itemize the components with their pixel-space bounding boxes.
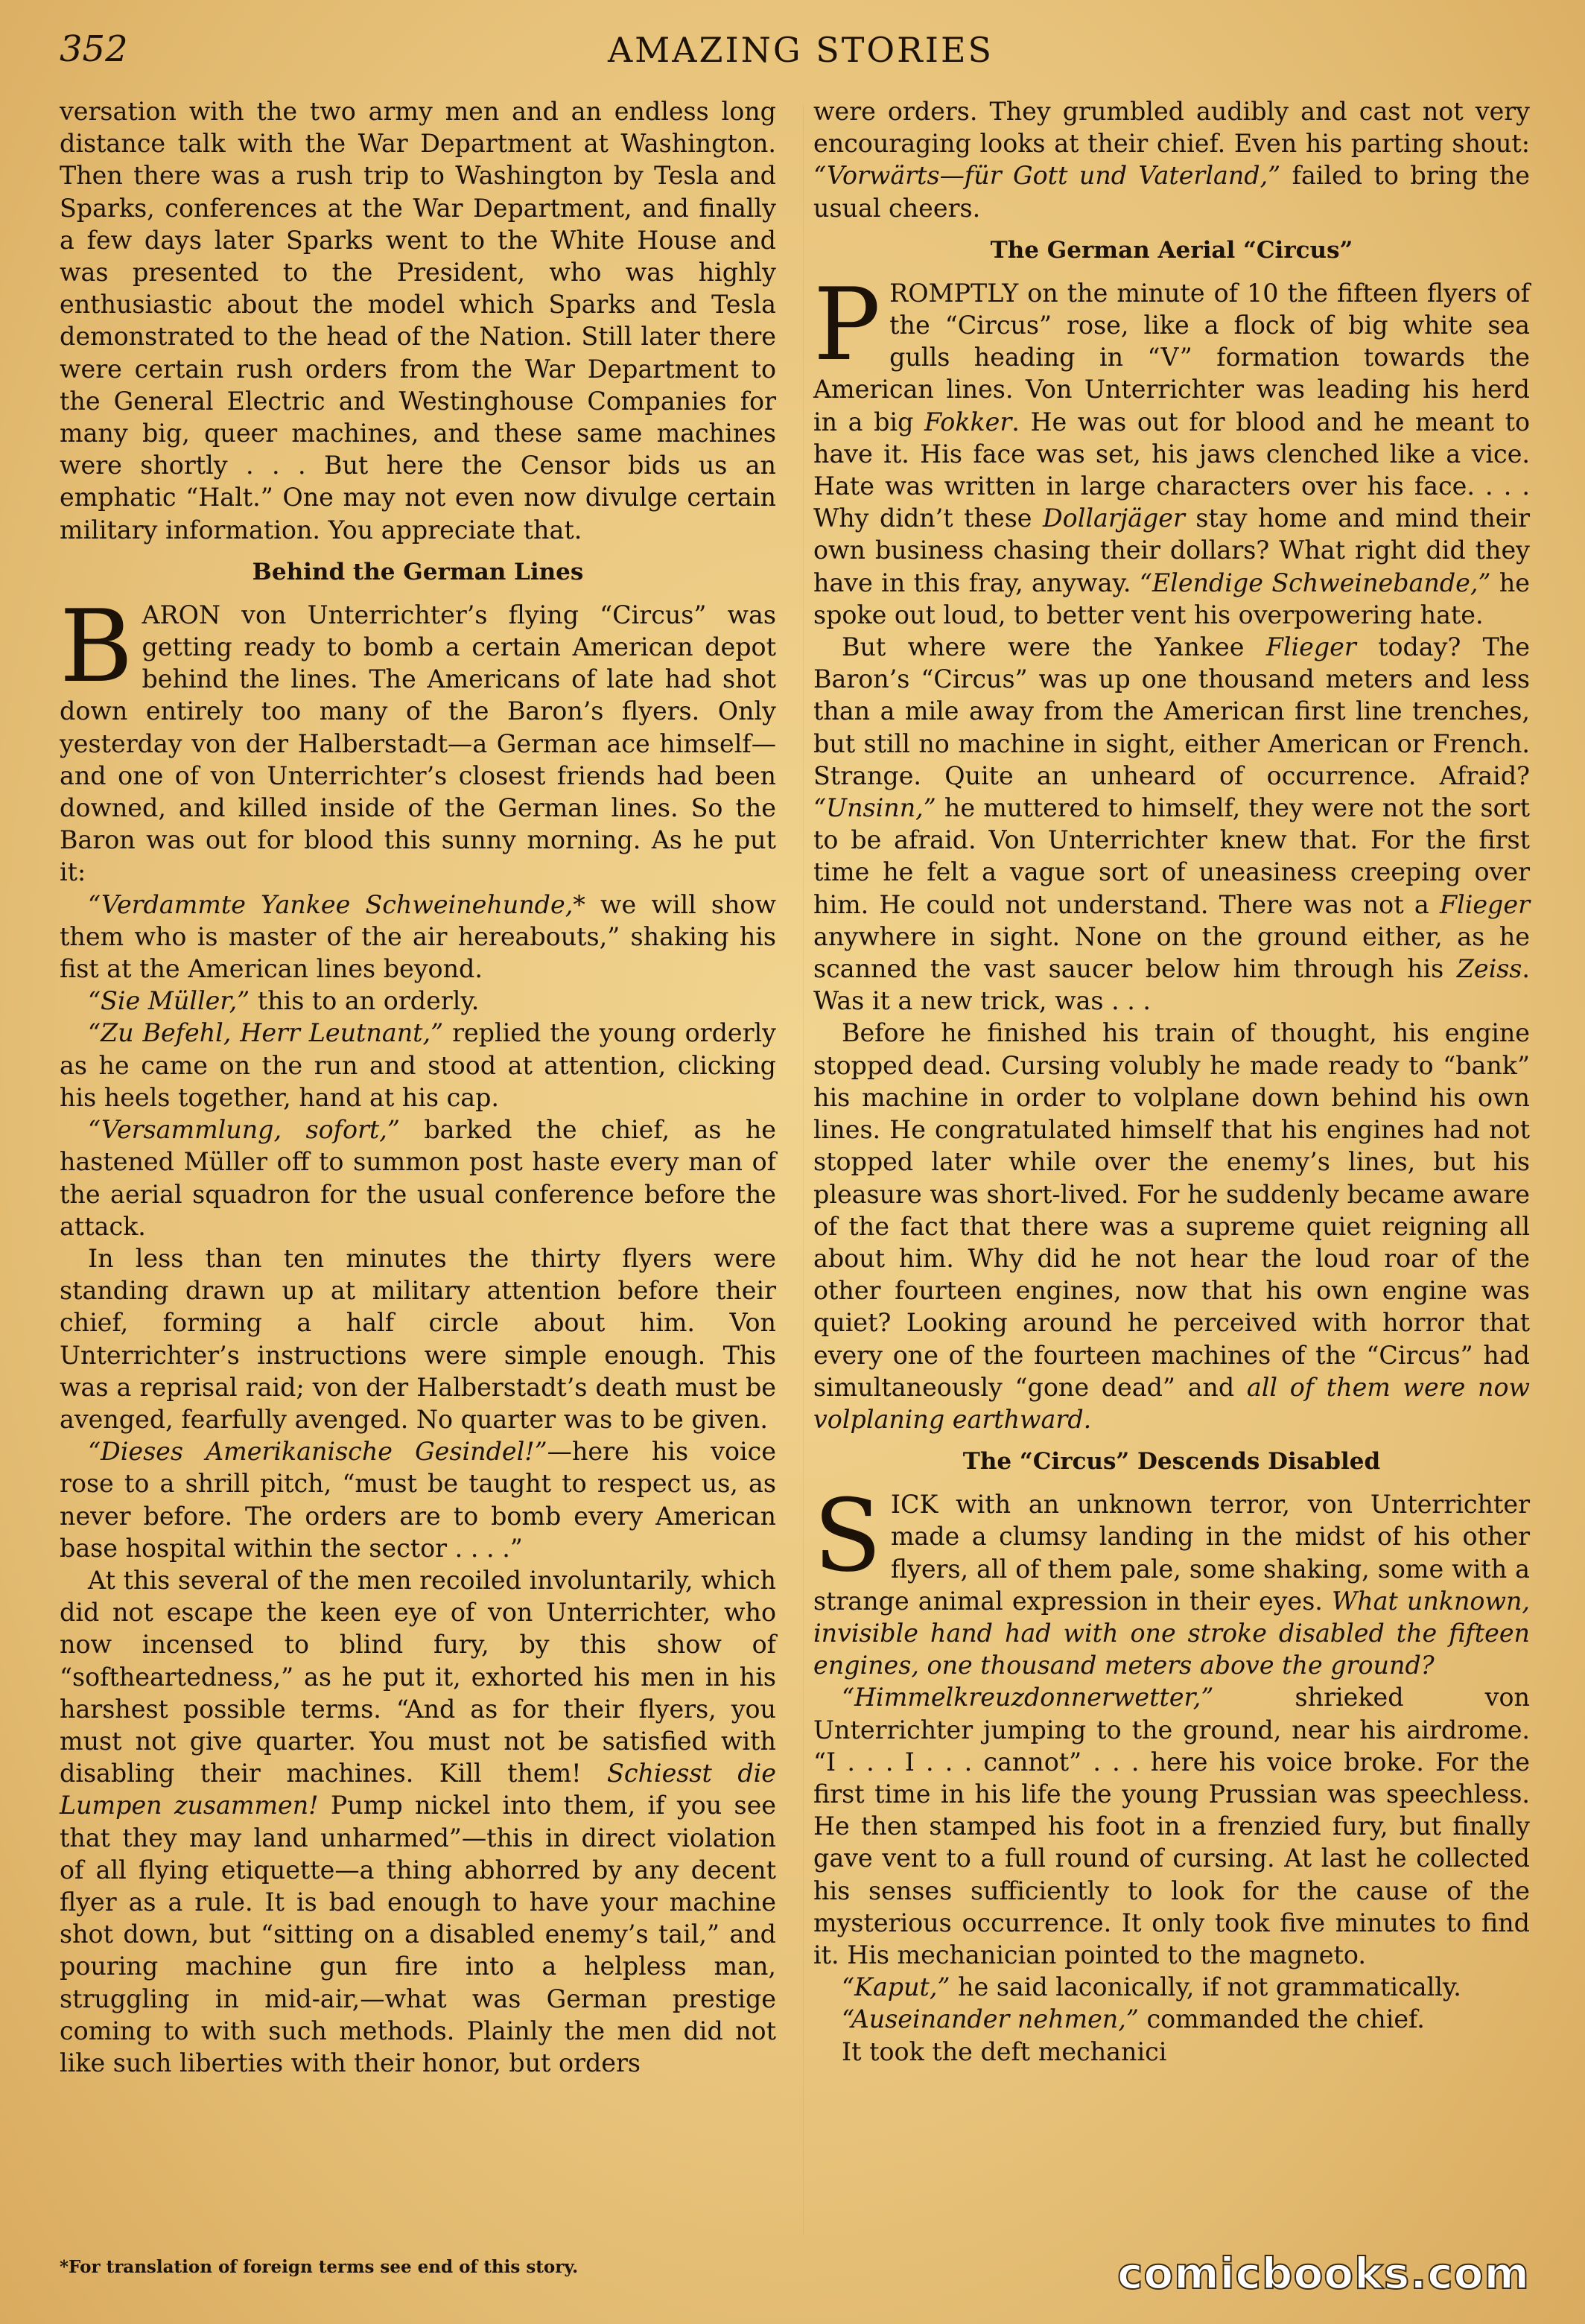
subheading-behind-german-lines: Behind the German Lines [252,558,584,585]
foreign-phrase: “Verdammte Yankee Schweinehunde,* [88,889,585,919]
footnote: *For translation of foreign terms see end of this story. [60,2257,579,2277]
paragraph-kaput [813,1971,1530,2003]
page-header [60,28,1542,80]
paragraph-thirty-flyers: In less than ten minutes the thirty flyers were standing drawn up at military attention before their chief, forming a half circle about him. Von Unterrichter’s instructions were simple enough. This was a reprisal raid; von der Halberstadt’s death must be avenged, fearfully avenged. No quarter was to be given. [60,1243,776,1434]
foreign-phrase: “Sie Müller,” [88,986,250,1016]
watermark-logo: comicbooks.com [1117,2248,1530,2299]
column-gutter [803,104,804,2235]
paragraph-verdammte [60,889,776,985]
foreign-phrase: “Dieses Amerikanische Gesindel!” [88,1437,547,1467]
paragraph-continuation: versation with the two army men and an endless long distance talk with the War Department at Washington. Then there was a rush trip to Washington by Tesla and Sparks, conferences at the War Department, and finally a few days later Sparks went to the White House and was presented to the President, who was highly enthusiastic about the model which Sparks and Tesla demonstrated to the head of the Nation. Still later there were certain rush orders from the War Department to the General Electric and Westinghouse Companies for many big, queer machines, and these same machines were shortly . . . But here the Censor bids us an emphatic “Halt.” One may not even now divulge certain military information. You appreciate that. [60,97,776,545]
right-column [813,95,1530,2068]
foreign-word: Dollarjäger [1042,504,1185,533]
paragraph-text: this to an orderly. [250,986,480,1016]
paragraph-text: stay home and mind their own business chasing their dollars? What right did they have in this fray, anyway. [813,504,1530,597]
magazine-title: AMAZING STORIES [607,30,994,70]
foreign-phrase: “Versammlung, sofort,” [88,1115,400,1145]
paragraph-recoil [60,1564,776,2079]
paragraph-final-line: It took the deft mechanici [842,2036,1167,2066]
paragraph-dieses [60,1435,776,1564]
emphasis-phrase: all of them were now volplaning earthward. [813,1372,1531,1434]
paragraph-text: we will show them who is master of the air hereabouts,” shaking his fist at the American lines beyond. [60,889,776,984]
paragraph-text: ROMPTLY on the minute of 10 the fifteen flyers of the “Circus” rose, like a flock of big white sea gulls heading in “V” formation towards the American lines. Von Unterrichter was leading his herd in a big [813,278,1530,436]
paragraph-text: ICK with an unknown terror, von Unterrichter made a clumsy landing in the midst of his other flyers, all of them pale, some shaking, some with a strange animal expression in their eyes. [813,1490,1530,1616]
foreign-word: Zeiss [1456,954,1522,984]
paragraph-text: he said laconically, if not grammatically. [950,1972,1461,2002]
paragraph-text: he spoke out loud, to better vent his overpowering hate. [813,568,1531,629]
paragraph-text: Pump nickel into them, if you see that they may land unharmed”—this in direct violation of all flying etiquette—a thing abhorred by any decent flyer as a rule. It is bad enough to have your machine shot down, but “sitting on a disabled enemy’s tail,” and pouring machine gun fire into a helpless man, struggling in mid-air,—what was German prestige coming to with such methods. Plainly the men did not like such liberties with their honor, but orders [60,1791,776,2077]
subheading-german-aerial-circus: The German Aerial “Circus” [990,236,1353,264]
paragraph-orders [813,95,1530,224]
drop-cap: S [813,1478,882,1595]
left-column [60,95,776,2079]
paragraph-text: ARON von Unterrichter’s flying “Circus” was getting ready to bomb a certain American depot behind the lines. The Americans of late had shot down entirely too many of the Baron’s flyers. Only yesterday von der Halberstadt—a German ace himself—and one of von Unterrichter’s closest friends had been downed, and killed inside of the German lines. So the Baron was out for blood this sunny morning. As he put it: [60,600,776,887]
drop-cap: B [60,588,133,705]
paragraph-versammlung [60,1114,776,1242]
paragraph-baron [60,588,776,889]
foreign-phrase: “Elendige Schweinebande,” [1139,568,1491,597]
paragraph-text: today? The Baron’s “Circus” was up one thousand meters and less than a mile away from the American first line trenches, but still no machine in sight, either American or French. Strange. Quite an unheard of occurrence. Afraid? [813,632,1530,790]
page-number: 352 [60,28,128,70]
paragraph-text: commanded the chief. [1138,2004,1425,2034]
paragraph-text: barked the chief, as he hastened Müller off to summon post haste every man of the aerial squadron for the usual conference before the attack. [60,1115,776,1241]
paragraph-sick [813,1478,1530,1681]
foreign-phrase: “Himmelkreuzdonnerwetter,” [842,1683,1214,1712]
paragraph-text: . He was out for blood and he meant to have it. His face was set, his jaws clenched like a vice. Hate was written in large characters over his face. . . . Why didn’t these [813,407,1530,533]
foreign-phrase: “Zu Befehl, Herr Leutnant,” [88,1018,444,1048]
subheading-circus-descends: The “Circus” Descends Disabled [962,1448,1381,1476]
foreign-phrase: Schiesst die Lumpen zusammen! [60,1759,776,1820]
drop-cap: P [813,266,881,383]
paragraph-text: —here his voice rose to a shrill pitch, “must be taught to respect us, as never before. The orders are to bomb every American base hospital within the sector . . . .” [60,1437,777,1563]
paragraph-text: But where were the Yankee [842,632,1266,662]
paragraph-engine-stopped [813,1017,1530,1435]
paragraph-text: were orders. They grumbled audibly and cast not very encouraging looks at their chief. Even his parting shout: [813,97,1530,159]
paragraph-himmel [813,1681,1530,1971]
paragraph-text: failed to bring the usual cheers. [813,161,1530,223]
paragraph-auseinander [813,2003,1530,2035]
foreign-phrase: “Vorwärts—für Gott und Vaterland,” [813,161,1281,191]
paragraph-text: . Was it a new trick, was . . . [813,954,1530,1016]
paragraph-text: At this several of the men recoiled involuntarily, which did not escape the keen eye of von Unterrichter, who now incensed to blind fury, by this show of “softheartedness,” as he put it, exhorted his men in his harshest possible terms. “And as for their flyers, you must not give quarter. You must not be satisfied with disabling their machines. Kill them! [60,1565,776,1788]
foreign-word: “Unsinn,” [813,793,936,823]
paragraph-yankee-flieger [813,631,1530,1017]
foreign-word: Flieger [1439,889,1530,919]
foreign-word: Fokker [924,407,1012,436]
foreign-word: Flieger [1265,632,1356,662]
paragraph-text: he muttered to himself, they were not the sort to be afraid. Von Unterrichter knew that. For the first time he felt a vague sort of uneasiness creeping over him. He could not understand. There was not a [813,793,1530,919]
paragraph-befehl [60,1017,776,1114]
paragraph-text: anywhere in sight. None on the ground either, as he scanned the vast saucer below him through his [813,921,1530,984]
emphasis-phrase: What unknown, invisible hand had with one stroke disabled the fifteen engines, one thousand meters above the ground? [813,1586,1530,1680]
paragraph-muller [60,985,776,1017]
foreign-phrase: “Auseinander nehmen,” [842,2004,1139,2034]
foreign-phrase: “Kaput,” [842,1972,950,2002]
paragraph-text: shrieked von Unterrichter jumping to the ground, near his airdrome. “I . . . I . . . cannot” . . . here his voice broke. For the first time in his life the young Prussian was speechless. He then stamped his foot in a frenzied fury, but finally gave vent to a full round of cursing. At last he collected his senses sufficiently to look for the cause of the mysterious occurrence. It only took five minutes to find it. His mechanician pointed to the magneto. [813,1683,1530,1969]
paragraph-promptly [813,266,1531,631]
paragraph-text: replied the young orderly as he came on the run and stood at attention, clicking his heels together, hand at his cap. [60,1018,776,1112]
paragraph-text: Before he finished his train of thought, his engine stopped dead. Cursing volubly he made ready to “bank” his machine in order to volplane down behind his own lines. He congratulated himself that his engines had not stopped later while over the enemy’s lines, but his pleasure was short-lived. For he suddenly became aware of the fact that there was a supreme quiet reigning all about him. Why did he not hear the loud roar of the other fourteen engines, now that his own engine was quiet? Looking around he perceived with horror that every one of the fourteen machines of the “Circus” had simultaneously “gone dead” and [813,1018,1530,1402]
